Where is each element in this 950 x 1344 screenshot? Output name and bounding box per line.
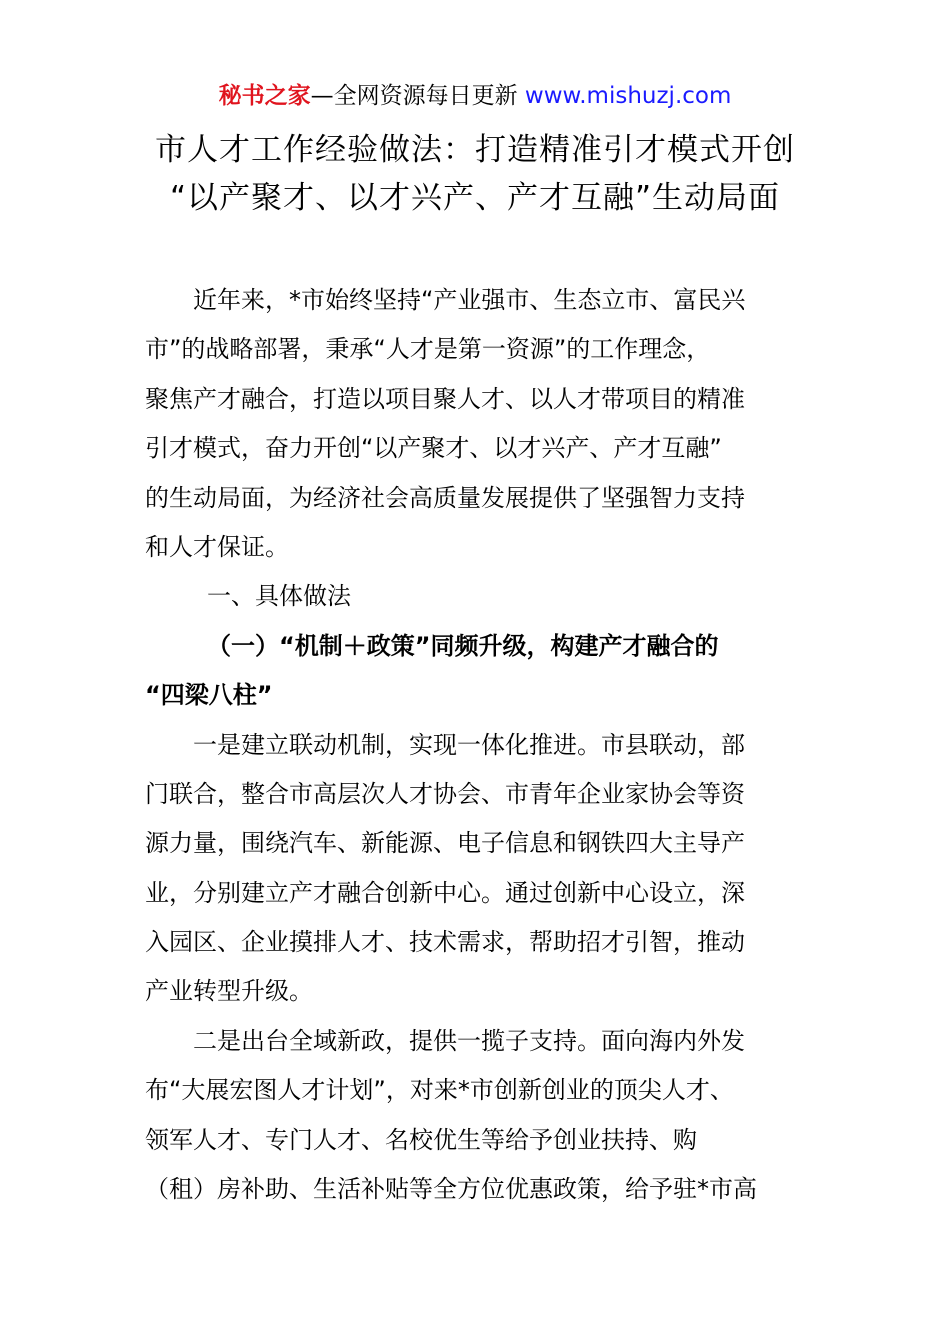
site-url-link[interactable]: www.mishuzj.com xyxy=(524,83,732,109)
subsection-heading-line-1: （一）“机制＋政策”同频升级，构建产才融合的 xyxy=(207,631,719,660)
para3-line: 布“大展宏图人才计划”，对来*市创新创业的顶尖人才、 xyxy=(145,1076,734,1105)
para1-line: 聚焦产才融合，打造以项目聚人才、以人才带项目的精准 xyxy=(145,384,745,413)
subsection-heading-line-2: “四梁八柱” xyxy=(145,681,273,710)
brand-name: 秘书之家 xyxy=(218,83,311,109)
document-body xyxy=(145,276,810,1214)
para3-line: 二是出台全域新政，提供一揽子支持。面向海内外发 xyxy=(193,1026,745,1055)
para2-line: 产业转型升级。 xyxy=(145,977,313,1006)
para2-line: 门联合，整合市高层次人才协会、市青年企业家协会等资 xyxy=(145,779,745,808)
para1-line: 和人才保证。 xyxy=(145,532,289,561)
section-heading: 一、具体做法 xyxy=(207,582,351,611)
para3-line: 领军人才、专门人才、名校优生等给予创业扶持、购 xyxy=(145,1125,697,1154)
para3-line: （租）房补助、生活补贴等全方位优惠政策，给予驻*市高 xyxy=(145,1175,757,1204)
para1-line: 市”的战略部署，秉承“人才是第一资源”的工作理念， xyxy=(145,335,711,364)
document-title xyxy=(0,126,950,222)
para2-line: 源力量，围绕汽车、新能源、电子信息和钢铁四大主导产 xyxy=(145,829,745,858)
site-header xyxy=(0,80,950,112)
para2-line: 一是建立联动机制，实现一体化推进。市县联动，部 xyxy=(193,730,745,759)
para1-line: 的生动局面，为经济社会高质量发展提供了坚强智力支持 xyxy=(145,483,745,512)
para2-line: 业，分别建立产才融合创新中心。通过创新中心设立，深 xyxy=(145,878,745,907)
title-line-2: “以产聚才、以才兴产、产才互融”生动局面 xyxy=(169,180,781,216)
para1-line: 近年来，*市始终坚持“产业强市、生态立市、富民兴 xyxy=(193,286,746,314)
para2-line: 入园区、企业摸排人才、技术需求，帮助招才引智，推动 xyxy=(145,928,745,957)
title-line-1: 市人才工作经验做法：打造精准引才模式开创 xyxy=(155,132,795,168)
para1-line: 引才模式，奋力开创“以产聚才、以才兴产、产才互融” xyxy=(145,434,722,463)
header-tagline: —全网资源每日更新 xyxy=(310,83,525,109)
